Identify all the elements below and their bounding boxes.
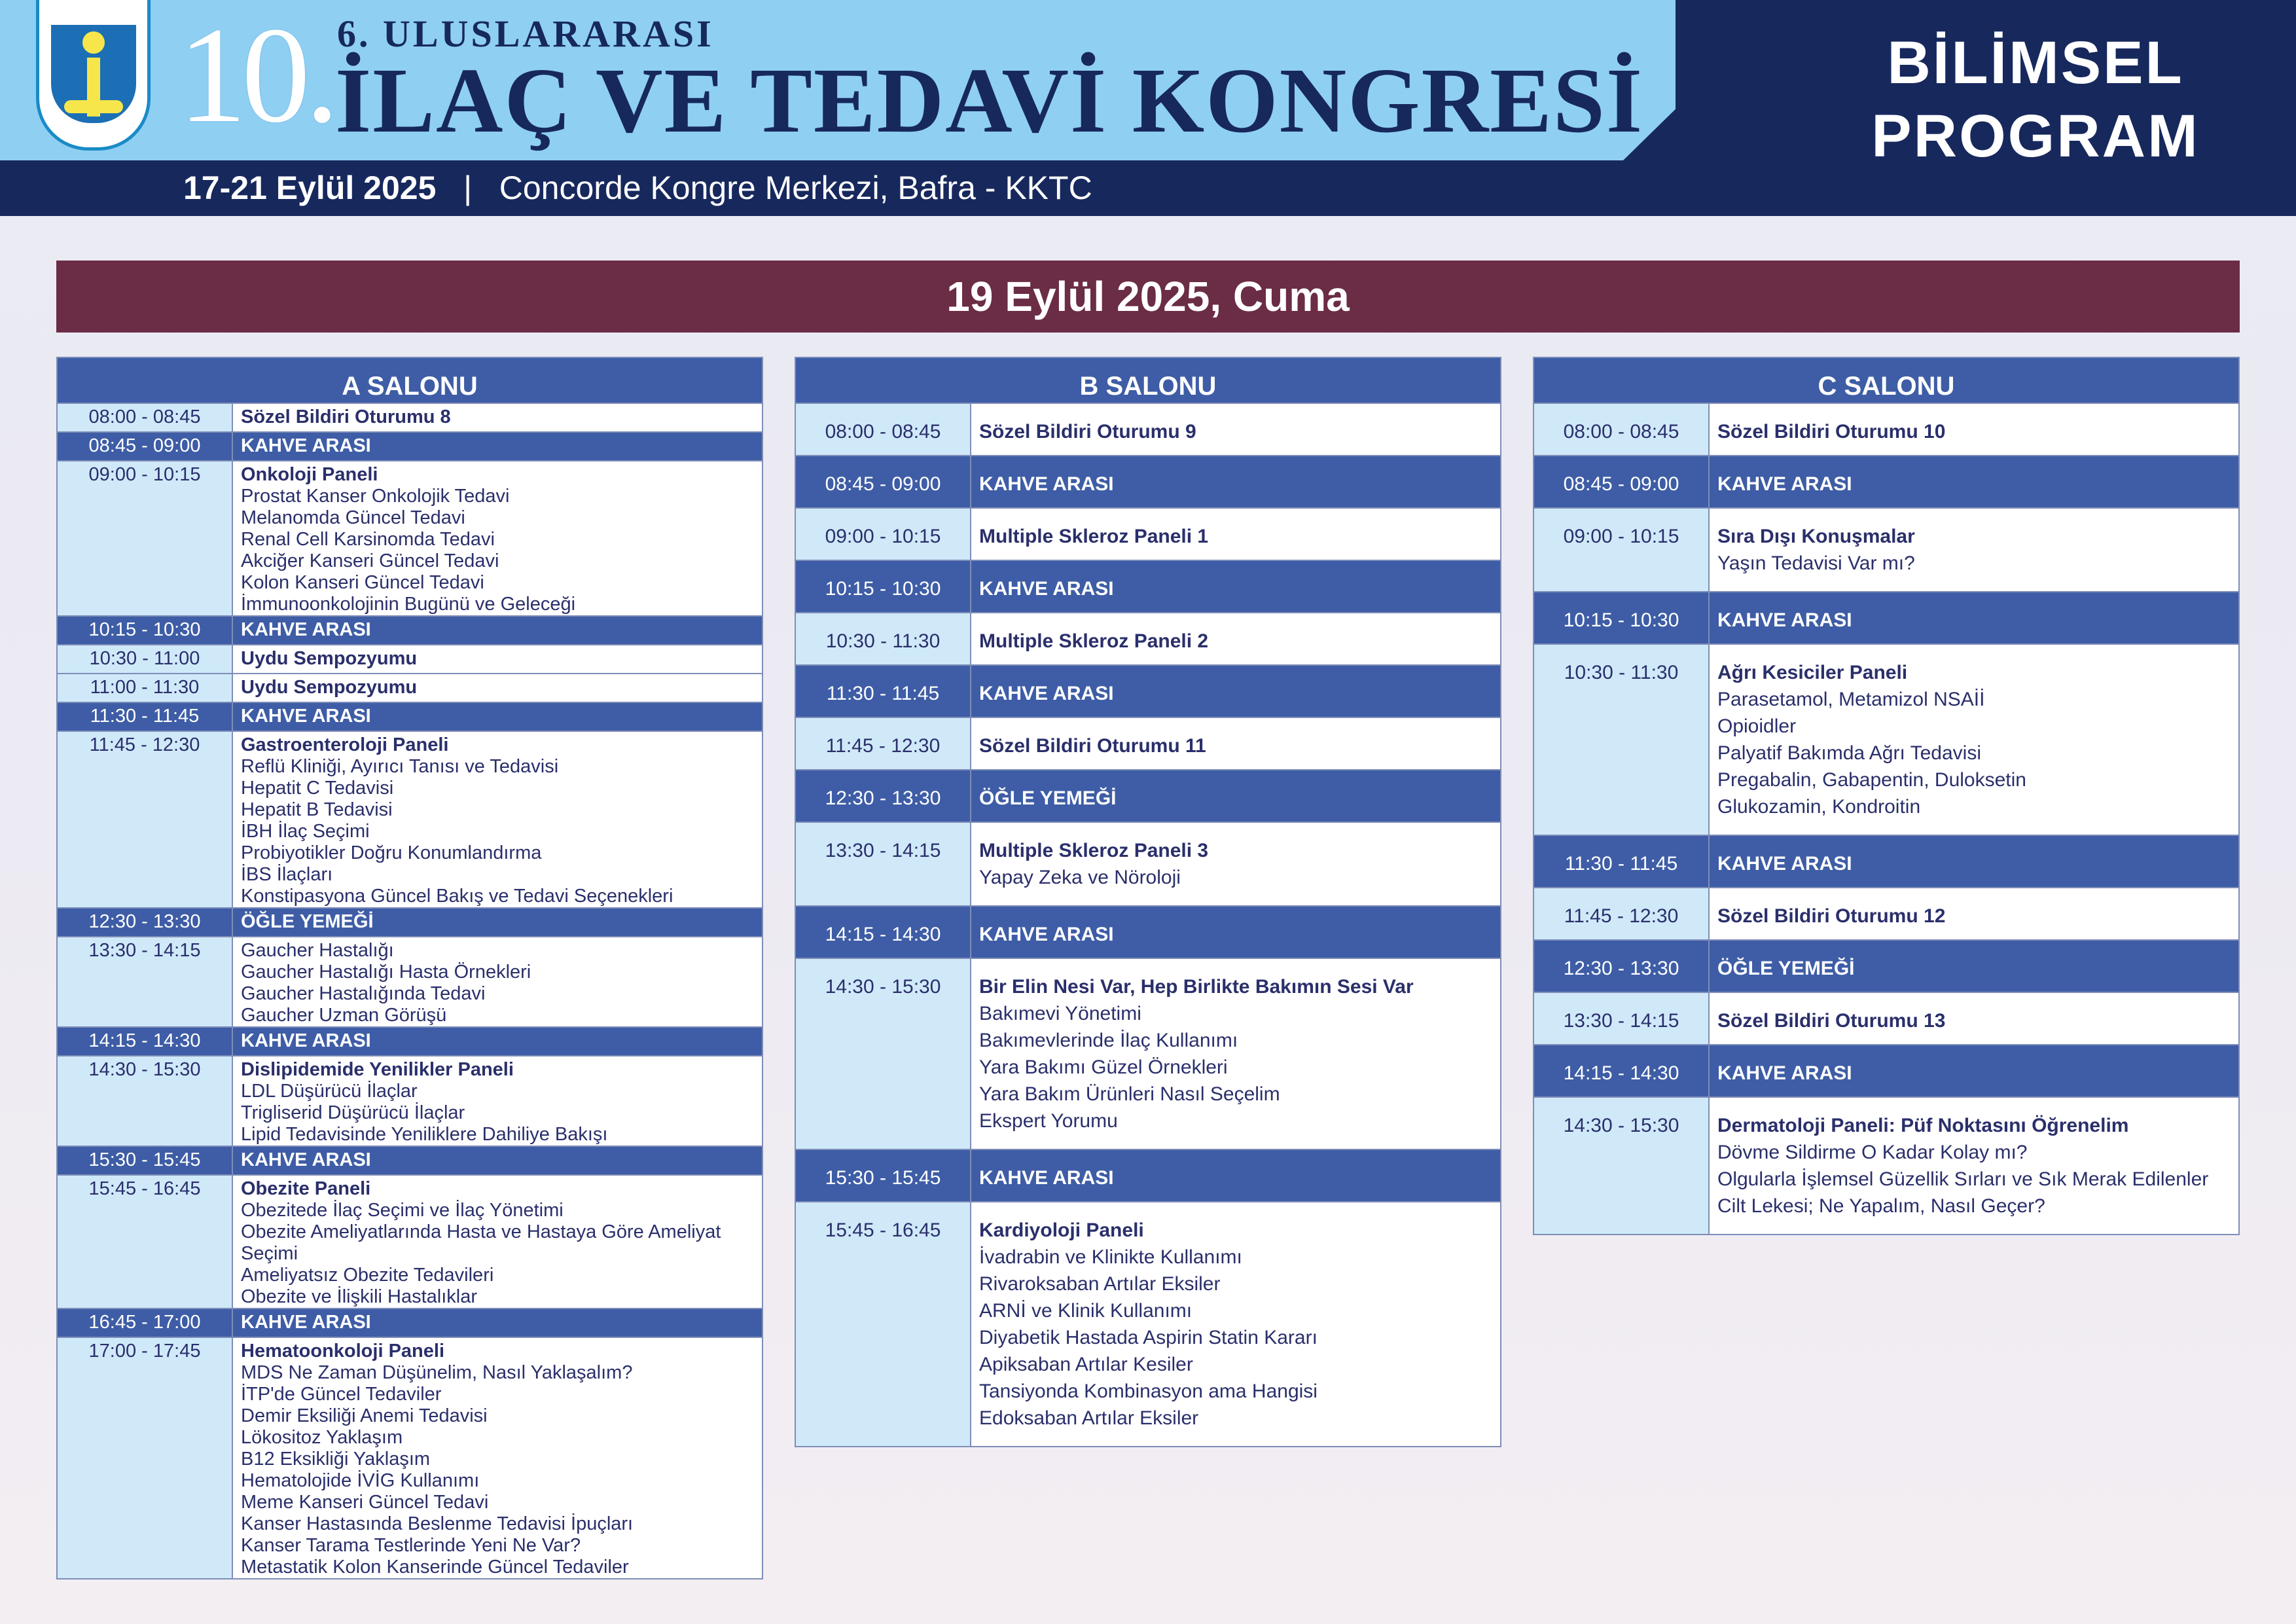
session-topic: Hematolojide İVİG Kullanımı bbox=[241, 1470, 480, 1491]
session-content bbox=[233, 909, 762, 936]
session-topic: Melanomda Güncel Tedavi bbox=[241, 507, 465, 528]
session-topic: Ekspert Yorumu bbox=[979, 1110, 1118, 1132]
break-row bbox=[796, 560, 1500, 612]
session-content bbox=[971, 959, 1500, 1149]
session-time: 10:30 - 11:00 bbox=[58, 645, 233, 673]
session-content bbox=[1710, 404, 2238, 455]
session-content bbox=[233, 674, 762, 702]
hall-header: A SALONU bbox=[58, 358, 762, 403]
session-time: 11:30 - 11:45 bbox=[58, 703, 233, 731]
session-time: 12:30 - 13:30 bbox=[58, 909, 233, 936]
session-topic: Glukozamin, Kondroitin bbox=[1717, 796, 1921, 818]
congress-title: İLAÇ VE TEDAVİ KONGRESİ bbox=[335, 48, 1644, 152]
session-topic: Opioidler bbox=[1717, 715, 1797, 737]
session-time: 14:30 - 15:30 bbox=[58, 1056, 233, 1146]
break-label: ÖĞLE YEMEĞİ bbox=[979, 787, 1117, 809]
break-row bbox=[1534, 455, 2238, 507]
session-row bbox=[796, 958, 1500, 1149]
session-topic: Cilt Lekesi; Ne Yapalım, Nasıl Geçer? bbox=[1717, 1195, 2045, 1217]
break-row bbox=[796, 1149, 1500, 1201]
session-title: Uydu Sempozyumu bbox=[241, 648, 418, 669]
program-title-line1: BİLİMSEL bbox=[1887, 29, 2184, 96]
session-content bbox=[233, 645, 762, 673]
session-time: 14:30 - 15:30 bbox=[796, 959, 971, 1149]
session-time: 11:45 - 12:30 bbox=[1534, 888, 1710, 939]
session-topic: Renal Cell Karsinomda Tedavi bbox=[241, 529, 495, 550]
session-title: Sözel Bildiri Oturumu 11 bbox=[979, 735, 1206, 757]
session-content bbox=[971, 509, 1500, 560]
session-content bbox=[971, 1202, 1500, 1446]
session-content bbox=[971, 770, 1500, 821]
session-content bbox=[1710, 836, 2238, 887]
session-topic: Reflü Kliniği, Ayırıcı Tanısı ve Tedavisi bbox=[241, 756, 559, 777]
program-title bbox=[1833, 26, 2238, 173]
break-row bbox=[58, 1146, 762, 1174]
break-label: KAHVE ARASI bbox=[1717, 473, 1852, 495]
break-row bbox=[1534, 591, 2238, 643]
session-topic: Yapay Zeka ve Nöroloji bbox=[979, 867, 1181, 888]
session-topic: Hepatit B Tedavisi bbox=[241, 799, 393, 820]
session-content bbox=[233, 1309, 762, 1337]
session-topic: İvadrabin ve Klinikte Kullanımı bbox=[979, 1246, 1242, 1268]
session-topic: B12 Eksikliği Yaklaşım bbox=[241, 1449, 431, 1470]
session-time: 08:00 - 08:45 bbox=[1534, 404, 1710, 455]
session-time: 11:30 - 11:45 bbox=[796, 666, 971, 717]
break-row bbox=[796, 664, 1500, 717]
session-title: Sözel Bildiri Oturumu 8 bbox=[241, 406, 451, 427]
session-time: 09:00 - 10:15 bbox=[1534, 509, 1710, 591]
session-content bbox=[233, 617, 762, 644]
session-time: 14:15 - 14:30 bbox=[1534, 1045, 1710, 1096]
session-topic: Akciğer Kanseri Güncel Tedavi bbox=[241, 550, 499, 571]
session-topic: Apiksaban Artılar Kesiler bbox=[979, 1354, 1193, 1375]
session-content bbox=[971, 718, 1500, 769]
session-topic: Gaucher Uzman Görüşü bbox=[241, 1005, 447, 1026]
header-banner bbox=[0, 0, 2296, 216]
session-topic: Diyabetik Hastada Aspirin Statin Kararı bbox=[979, 1327, 1318, 1348]
session-time: 15:45 - 16:45 bbox=[796, 1202, 971, 1446]
session-content bbox=[233, 1338, 762, 1578]
session-title: Multiple Skleroz Paneli 2 bbox=[979, 630, 1209, 652]
session-row bbox=[58, 673, 762, 702]
hall-header: B SALONU bbox=[796, 358, 1500, 403]
session-row bbox=[58, 460, 762, 615]
dates-venue-line bbox=[183, 169, 1092, 207]
session-time: 12:30 - 13:30 bbox=[796, 770, 971, 821]
break-label: KAHVE ARASI bbox=[241, 1149, 371, 1170]
session-topic: Yara Bakımı Güzel Örnekleri bbox=[979, 1056, 1228, 1078]
session-row bbox=[58, 1337, 762, 1578]
session-topic: Pregabalin, Gabapentin, Duloksetin bbox=[1717, 769, 2026, 791]
session-content bbox=[233, 732, 762, 907]
session-title: Onkoloji Paneli bbox=[241, 464, 378, 485]
day-title: 19 Eylül 2025, Cuma bbox=[56, 261, 2240, 333]
break-label: ÖĞLE YEMEĞİ bbox=[241, 911, 374, 932]
session-time: 11:45 - 12:30 bbox=[58, 732, 233, 907]
session-topic: İBH İlaç Seçimi bbox=[241, 821, 370, 842]
session-topic: Yaşın Tedavisi Var mı? bbox=[1717, 552, 1915, 574]
session-topic: Dövme Sildirme O Kadar Kolay mı? bbox=[1717, 1142, 2028, 1163]
break-row bbox=[1534, 835, 2238, 887]
break-label: KAHVE ARASI bbox=[979, 683, 1114, 704]
session-time: 08:45 - 09:00 bbox=[796, 456, 971, 507]
session-row bbox=[796, 717, 1500, 769]
congress-venue: Concorde Kongre Merkezi, Bafra - KKTC bbox=[499, 170, 1092, 206]
session-time: 16:45 - 17:00 bbox=[58, 1309, 233, 1337]
break-label: KAHVE ARASI bbox=[979, 578, 1114, 600]
session-title: Bir Elin Nesi Var, Hep Birlikte Bakımın Sesi Var bbox=[979, 976, 1414, 998]
session-topic: Yara Bakım Ürünleri Nasıl Seçelim bbox=[979, 1083, 1280, 1105]
session-content bbox=[971, 1150, 1500, 1201]
session-row bbox=[58, 403, 762, 431]
session-topic: Bakımevi Yönetimi bbox=[979, 1003, 1141, 1024]
session-topic: Probiyotikler Doğru Konumlandırma bbox=[241, 842, 542, 863]
session-time: 08:45 - 09:00 bbox=[1534, 456, 1710, 507]
session-time: 13:30 - 14:15 bbox=[1534, 993, 1710, 1044]
session-topic: Metastatik Kolon Kanserinde Güncel Tedaviler bbox=[241, 1557, 629, 1578]
break-row bbox=[58, 702, 762, 731]
session-topic: Obezitede İlaç Seçimi ve İlaç Yönetimi bbox=[241, 1200, 564, 1221]
session-time: 15:30 - 15:45 bbox=[796, 1150, 971, 1201]
session-time: 11:45 - 12:30 bbox=[796, 718, 971, 769]
break-label: KAHVE ARASI bbox=[241, 619, 371, 640]
session-topic: Hepatit C Tedavisi bbox=[241, 778, 394, 799]
hall-b-schedule bbox=[795, 357, 1501, 1447]
session-title: Kardiyoloji Paneli bbox=[979, 1219, 1144, 1241]
session-topic: İTP'de Güncel Tedaviler bbox=[241, 1384, 442, 1405]
session-title: Multiple Skleroz Paneli 3 bbox=[979, 840, 1209, 861]
session-time: 15:45 - 16:45 bbox=[58, 1176, 233, 1308]
session-row bbox=[1534, 403, 2238, 455]
session-time: 08:45 - 09:00 bbox=[58, 433, 233, 460]
program-title-line2: PROGRAM bbox=[1871, 103, 2200, 170]
session-content bbox=[233, 1028, 762, 1055]
session-content bbox=[1710, 1045, 2238, 1096]
break-row bbox=[58, 1026, 762, 1055]
session-content bbox=[1710, 941, 2238, 992]
session-topic: Obezite Ameliyatlarında Hasta ve Hastaya Göre Ameliyat Seçimi bbox=[241, 1221, 721, 1264]
break-label: ÖĞLE YEMEĞİ bbox=[1717, 958, 1855, 979]
session-topic: Bakımevlerinde İlaç Kullanımı bbox=[979, 1030, 1238, 1051]
session-content bbox=[1710, 993, 2238, 1044]
session-content bbox=[233, 404, 762, 431]
session-content bbox=[233, 1056, 762, 1146]
session-topic: Prostat Kanser Onkolojik Tedavi bbox=[241, 486, 510, 507]
break-label: KAHVE ARASI bbox=[1717, 1062, 1852, 1084]
session-topic: Kolon Kanseri Güncel Tedavi bbox=[241, 572, 484, 593]
session-title: Obezite Paneli bbox=[241, 1178, 371, 1199]
logo-emblem-icon bbox=[51, 25, 136, 123]
session-title: Dermatoloji Paneli: Püf Noktasını Öğrenelim bbox=[1717, 1115, 2129, 1136]
break-label: KAHVE ARASI bbox=[979, 924, 1114, 945]
session-row bbox=[796, 612, 1500, 664]
session-time: 08:00 - 08:45 bbox=[58, 404, 233, 431]
break-label: KAHVE ARASI bbox=[241, 435, 371, 456]
session-time: 14:15 - 14:30 bbox=[796, 907, 971, 958]
congress-dates: 17-21 Eylül 2025 bbox=[183, 170, 437, 206]
break-label: KAHVE ARASI bbox=[241, 1030, 371, 1051]
session-topic: ARNİ ve Klinik Kullanımı bbox=[979, 1300, 1193, 1322]
session-title: Hematoonkoloji Paneli bbox=[241, 1341, 444, 1362]
break-row bbox=[58, 1308, 762, 1337]
session-content bbox=[971, 907, 1500, 958]
session-time: 14:30 - 15:30 bbox=[1534, 1098, 1710, 1234]
session-content bbox=[971, 456, 1500, 507]
session-time: 14:15 - 14:30 bbox=[58, 1028, 233, 1055]
session-topic: Lökositoz Yaklaşım bbox=[241, 1427, 403, 1448]
session-content bbox=[233, 937, 762, 1026]
session-row bbox=[58, 1055, 762, 1146]
session-title: Sözel Bildiri Oturumu 10 bbox=[1717, 421, 1946, 442]
session-content bbox=[971, 561, 1500, 612]
session-content bbox=[1710, 592, 2238, 643]
session-topic: Olgularla İşlemsel Güzellik Sırları ve Sık Merak Edilenler bbox=[1717, 1168, 2209, 1190]
break-row bbox=[1534, 939, 2238, 992]
session-title: Dislipidemide Yenilikler Paneli bbox=[241, 1059, 514, 1080]
session-content bbox=[971, 823, 1500, 905]
session-row bbox=[58, 731, 762, 907]
session-content bbox=[1710, 1098, 2238, 1234]
session-row bbox=[796, 403, 1500, 455]
session-row bbox=[58, 936, 762, 1026]
session-time: 11:30 - 11:45 bbox=[1534, 836, 1710, 887]
break-row bbox=[58, 907, 762, 936]
session-topic: Obezite ve İlişkili Hastalıklar bbox=[241, 1286, 477, 1307]
session-topic: Gaucher Hastalığında Tedavi bbox=[241, 983, 486, 1004]
session-content bbox=[233, 1176, 762, 1308]
session-row bbox=[1534, 1096, 2238, 1234]
session-time: 10:15 - 10:30 bbox=[796, 561, 971, 612]
break-label: KAHVE ARASI bbox=[241, 706, 371, 727]
hall-c-schedule bbox=[1533, 357, 2240, 1235]
session-topic: Lipid Tedavisinde Yeniliklere Dahiliye Bakışı bbox=[241, 1124, 608, 1145]
session-row bbox=[58, 644, 762, 673]
break-row bbox=[796, 769, 1500, 821]
session-row bbox=[1534, 887, 2238, 939]
session-time: 11:00 - 11:30 bbox=[58, 674, 233, 702]
session-content bbox=[233, 433, 762, 460]
session-content bbox=[233, 703, 762, 731]
session-topic: Gaucher Hastalığı Hasta Örnekleri bbox=[241, 962, 531, 983]
session-row bbox=[58, 1174, 762, 1308]
session-title: Uydu Sempozyumu bbox=[241, 677, 418, 698]
session-topic: Parasetamol, Metamizol NSAİİ bbox=[1717, 689, 1985, 710]
separator: | bbox=[463, 170, 473, 206]
session-content bbox=[233, 1147, 762, 1174]
session-time: 09:00 - 10:15 bbox=[58, 461, 233, 615]
session-topic: İmmunoonkolojinin Bugünü ve Geleceği bbox=[241, 594, 576, 615]
session-time: 10:30 - 11:30 bbox=[1534, 645, 1710, 835]
break-row bbox=[796, 455, 1500, 507]
session-content bbox=[1710, 456, 2238, 507]
break-label: KAHVE ARASI bbox=[979, 473, 1114, 495]
break-row bbox=[58, 615, 762, 644]
session-content bbox=[233, 461, 762, 615]
session-row bbox=[1534, 992, 2238, 1044]
session-row bbox=[1534, 643, 2238, 835]
session-content bbox=[1710, 509, 2238, 591]
session-time: 12:30 - 13:30 bbox=[1534, 941, 1710, 992]
break-label: KAHVE ARASI bbox=[1717, 609, 1852, 631]
session-topic: Trigliserid Düşürücü İlaçlar bbox=[241, 1102, 465, 1123]
session-topic: Kanser Hastasında Beslenme Tedavisi İpuçları bbox=[241, 1513, 634, 1534]
edition-number: 10. bbox=[178, 0, 334, 151]
session-title: Ağrı Kesiciler Paneli bbox=[1717, 662, 1908, 683]
session-topic: Konstipasyona Güncel Bakış ve Tedavi Seçenekleri bbox=[241, 886, 673, 907]
session-title: Gastroenteroloji Paneli bbox=[241, 734, 449, 755]
break-row bbox=[58, 431, 762, 460]
session-time: 13:30 - 14:15 bbox=[58, 937, 233, 1026]
session-topic: Ameliyatsız Obezite Tedavileri bbox=[241, 1265, 494, 1286]
session-row bbox=[796, 507, 1500, 560]
session-content bbox=[1710, 645, 2238, 835]
session-title: Sözel Bildiri Oturumu 12 bbox=[1717, 905, 1946, 927]
association-logo bbox=[36, 0, 151, 151]
session-time: 10:30 - 11:30 bbox=[796, 613, 971, 664]
session-title: Multiple Skleroz Paneli 1 bbox=[979, 526, 1209, 547]
session-content bbox=[1710, 888, 2238, 939]
session-title: Sözel Bildiri Oturumu 13 bbox=[1717, 1010, 1946, 1032]
break-label: KAHVE ARASI bbox=[241, 1312, 371, 1333]
session-title: Sözel Bildiri Oturumu 9 bbox=[979, 421, 1196, 442]
session-topic: Edoksaban Artılar Eksiler bbox=[979, 1407, 1199, 1429]
session-time: 09:00 - 10:15 bbox=[796, 509, 971, 560]
session-content bbox=[971, 666, 1500, 717]
session-topic: Gaucher Hastalığı bbox=[241, 940, 394, 961]
session-topic: Palyatif Bakımda Ağrı Tedavisi bbox=[1717, 742, 1981, 764]
session-row bbox=[796, 821, 1500, 905]
session-row bbox=[796, 1201, 1500, 1446]
break-row bbox=[796, 905, 1500, 958]
session-time: 13:30 - 14:15 bbox=[796, 823, 971, 905]
break-label: KAHVE ARASI bbox=[979, 1167, 1114, 1189]
session-topic: Kanser Tarama Testlerinde Yeni Ne Var? bbox=[241, 1535, 581, 1556]
session-time: 17:00 - 17:45 bbox=[58, 1338, 233, 1578]
session-topic: Tansiyonda Kombinasyon ama Hangisi bbox=[979, 1380, 1318, 1402]
session-topic: Meme Kanseri Güncel Tedavi bbox=[241, 1492, 489, 1513]
session-time: 10:15 - 10:30 bbox=[1534, 592, 1710, 643]
session-content bbox=[971, 613, 1500, 664]
hall-header: C SALONU bbox=[1534, 358, 2238, 403]
session-topic: Demir Eksiliği Anemi Tedavisi bbox=[241, 1405, 488, 1426]
session-topic: LDL Düşürücü İlaçlar bbox=[241, 1081, 418, 1102]
session-time: 10:15 - 10:30 bbox=[58, 617, 233, 644]
session-topic: Rivaroksaban Artılar Eksiler bbox=[979, 1273, 1221, 1295]
session-content bbox=[971, 404, 1500, 455]
break-label: KAHVE ARASI bbox=[1717, 853, 1852, 875]
break-row bbox=[1534, 1044, 2238, 1096]
congress-subtitle: 6. ULUSLARARASI bbox=[337, 12, 714, 55]
session-topic: İBS İlaçları bbox=[241, 864, 333, 885]
session-title: Sıra Dışı Konuşmalar bbox=[1717, 526, 1915, 547]
hall-a-schedule bbox=[56, 357, 763, 1579]
session-time: 08:00 - 08:45 bbox=[796, 404, 971, 455]
session-topic: MDS Ne Zaman Düşünelim, Nasıl Yaklaşalım? bbox=[241, 1362, 633, 1383]
session-time: 15:30 - 15:45 bbox=[58, 1147, 233, 1174]
session-row bbox=[1534, 507, 2238, 591]
